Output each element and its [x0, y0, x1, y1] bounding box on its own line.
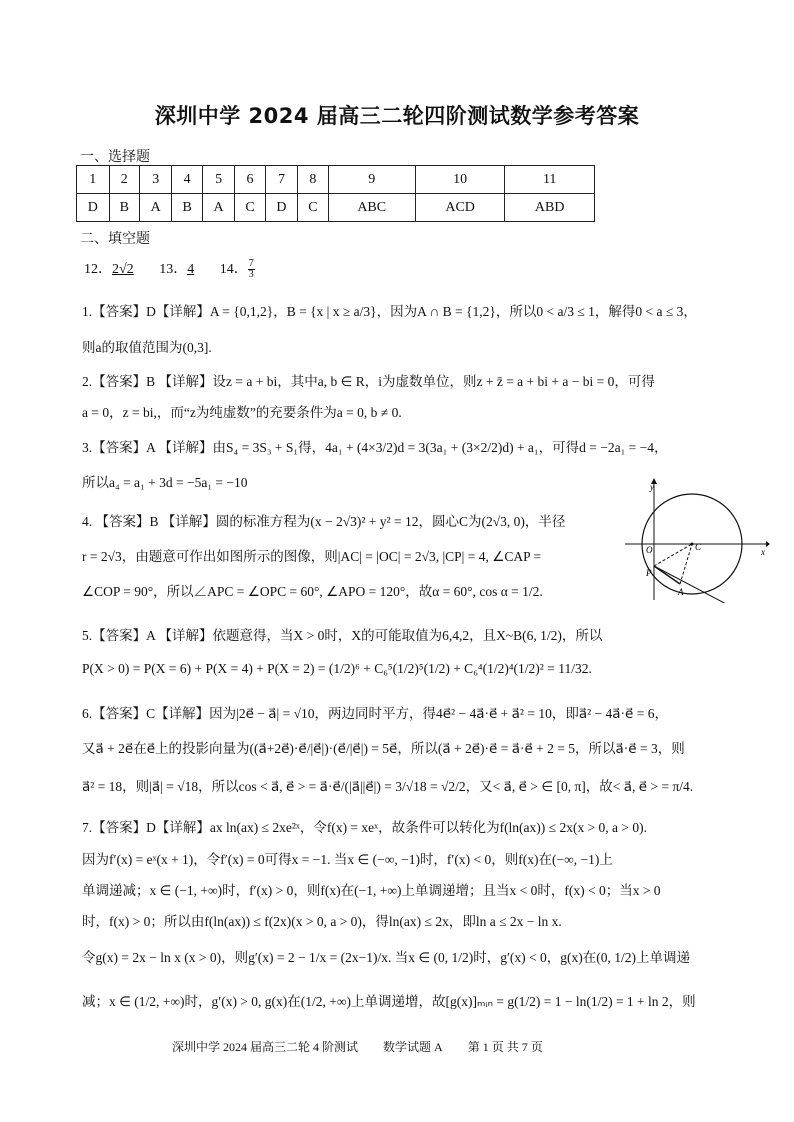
- table-cell: 7: [265, 166, 298, 194]
- page-footer: [172, 1038, 565, 1055]
- fill-q14: 14． $\frac{7}{3}$: [220, 262, 299, 277]
- solution-line: 2.【答案】B 【详解】设z = a + bi，其中a, b ∈ R，i为虚数单位，则z + z̄ = a + bi + a − bi = 0，可得: [82, 374, 655, 389]
- label-y: y: [650, 482, 654, 492]
- circle-tangent-figure: [620, 478, 770, 603]
- choice-answer-table: [76, 165, 595, 222]
- label-o: O: [646, 545, 653, 555]
- page-title: 深圳中学 2024 届高三二轮四阶测试数学参考答案: [154, 104, 640, 128]
- tangent-line: [654, 566, 730, 603]
- solution-line: 6.【答案】C【详解】因为|2e⃗ − a⃗| = √10，两边同时平方，得4e⃗² − 4a⃗·e⃗ + a⃗² = 10，即a⃗² − 4a⃗·e⃗ = 6，: [82, 706, 668, 721]
- fill-blank-answers: [84, 258, 321, 280]
- footer-page-number: 第 1 页 共 7 页: [467, 1040, 543, 1054]
- solution-line: 则a的取值范围为(0,3].: [82, 340, 212, 355]
- solution-line: P(X > 0) = P(X = 6) + P(X = 4) + P(X = 2) = (1/2)⁶ + C₆⁵(1/2)⁵(1/2) + C₆⁴(1/2)⁴(1/2)² = 11/32.: [82, 661, 592, 676]
- label-a: A: [678, 587, 684, 597]
- footer-subject: 数学试题 A: [383, 1040, 443, 1054]
- center-point: [691, 543, 694, 546]
- solution-line: 时，f(x) > 0；所以由f(ln(ax)) ≤ f(2x)(x > 0, a > 0)，得ln(ax) ≤ 2x，即ln a ≤ 2x − ln x.: [82, 914, 562, 929]
- solution-line: a = 0，z = bi,，而“z为纯虚数”的充要条件为a = 0, b ≠ 0.: [82, 405, 402, 420]
- fill-q12-answer: 2√2: [112, 262, 134, 277]
- solution-line: 因为f′(x) = eˣ(x + 1)，令f′(x) = 0可得x = −1. 当x ∈ (−∞, −1)时，f′(x) < 0，则f(x)在(−∞, −1)上: [82, 852, 613, 867]
- table-cell: C: [298, 194, 328, 222]
- table-cell: D: [265, 194, 298, 222]
- solution-line: 5.【答案】A 【详解】依题意得，当X > 0时，X的可能取值为6,4,2，且X~B(6, 1/2)，所以: [82, 628, 603, 643]
- solution-line: r = 2√3，由题意可作出如图所示的图像，则|AC| = |OC| = 2√3, |CP| = 4, ∠CAP =: [82, 549, 542, 564]
- table-cell: 10: [415, 166, 505, 194]
- solution-line: 7.【答案】D【详解】ax ln(ax) ≤ 2xe²ˣ，令f(x) = xeˣ，故条件可以转化为f(ln(ax)) ≤ 2x(x > 0, a > 0).: [82, 820, 648, 835]
- solution-line: 又a⃗ + 2e⃗在e⃗上的投影向量为((a⃗+2e⃗)·e⃗/|e⃗|)·(e⃗/|e⃗|) = 5e⃗，所以(a⃗ + 2e⃗)·e⃗ = a⃗·e⃗ + 2 = 5，所以a⃗·e⃗ = 3，则: [82, 741, 685, 756]
- label-x: x: [761, 547, 765, 557]
- label-c: C: [695, 542, 702, 552]
- table-cell: B: [172, 194, 202, 222]
- solution-line: 4. 【答案】B 【详解】圆的标准方程为(x − 2√3)² + y² = 12，圆心C为(2√3, 0)，半径: [82, 514, 566, 529]
- table-row-numbers: [77, 166, 595, 194]
- table-cell: ACD: [415, 194, 505, 222]
- footer-school: 深圳中学 2024 届高三二轮 4 阶测试: [172, 1040, 359, 1054]
- table-cell: 3: [139, 166, 172, 194]
- solution-line: 所以a₄ = a₁ + 3d = −5a₁ = −10: [82, 475, 248, 490]
- table-cell: 9: [328, 166, 415, 194]
- fill-q14-fraction: $\frac{7}{3}$: [248, 258, 254, 281]
- table-cell: A: [202, 194, 235, 222]
- table-cell: 6: [235, 166, 265, 194]
- table-cell: 5: [202, 166, 235, 194]
- fill-q12: 12．2√2: [84, 262, 134, 277]
- table-cell: 1: [77, 166, 110, 194]
- table-cell: A: [139, 194, 172, 222]
- x-axis-arrow: [766, 541, 770, 547]
- solution-line: ∠COP = 90°，所以∠APC = ∠OPC = 60°, ∠APO = 120°，故α = 60°, cos α = 1/2.: [82, 584, 543, 599]
- solution-line: 令g(x) = 2x − ln x (x > 0)，则g′(x) = 2 − 1/x = (2x−1)/x. 当x ∈ (0, 1/2)时，g′(x) < 0，g(x)在(0, 1/2)上单调递: [82, 950, 691, 965]
- table-cell: 11: [505, 166, 595, 194]
- table-cell: D: [77, 194, 110, 222]
- solution-line: a⃗² = 18，则|a⃗| = √18，所以cos < a⃗, e⃗ > = a⃗·e⃗/(|a⃗||e⃗|) = 3/√18 = √2/2，又< a⃗, e⃗ > ∈ [0, π]，故< a⃗, e⃗ > = π/4.: [82, 779, 694, 794]
- table-cell: ABD: [505, 194, 595, 222]
- section-heading-fill: 二、填空题: [80, 231, 150, 247]
- solution-line: 单调递减；x ∈ (−1, +∞)时，f′(x) > 0，则f(x)在(−1, +∞)上单调递增；且当x < 0时，f(x) < 0；当x > 0: [82, 883, 661, 898]
- fill-q13-answer: 4: [187, 262, 195, 277]
- table-cell: 4: [172, 166, 202, 194]
- table-cell: 2: [109, 166, 139, 194]
- solution-line: 减；x ∈ (1/2, +∞)时，g′(x) > 0, g(x)在(1/2, +∞)上单调递增，故[g(x)]ₘᵢₙ = g(1/2) = 1 − ln(1/2) = 1 + ln 2，则: [82, 994, 696, 1009]
- solution-line: 3.【答案】A 【详解】由S₄ = 3S₃ + S₁得，4a₁ + (4×3/2)d = 3(3a₁ + (3×2/2)d) + a₁，可得d = −2a₁ = −4，: [82, 440, 668, 455]
- section-heading-choice: 一、选择题: [80, 149, 150, 165]
- table-row-answers: [77, 194, 595, 222]
- table-cell: 8: [298, 166, 328, 194]
- table-cell: C: [235, 194, 265, 222]
- table-cell: B: [109, 194, 139, 222]
- label-p: P: [646, 568, 652, 578]
- solution-line: 1.【答案】D【详解】A = {0,1,2}，B = {x | x ≥ a/3}，因为A ∩ B = {1,2}，所以0 < a/3 ≤ 1，解得0 < a ≤ 3，: [82, 304, 697, 319]
- fill-q13: 13．4: [159, 262, 195, 277]
- table-cell: ABC: [328, 194, 415, 222]
